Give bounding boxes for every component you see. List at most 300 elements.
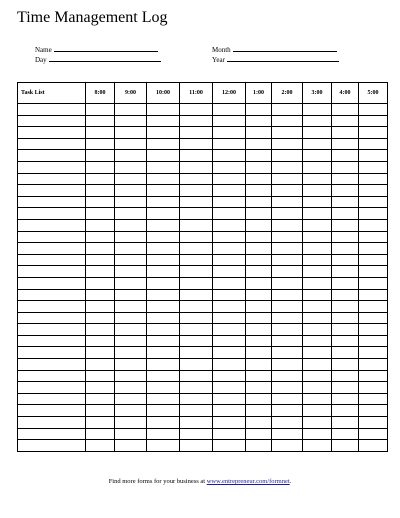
time-cell[interactable] <box>246 324 272 336</box>
time-cell[interactable] <box>213 440 246 452</box>
time-cell[interactable] <box>246 277 272 289</box>
time-cell[interactable] <box>246 115 272 127</box>
time-cell[interactable] <box>147 428 180 440</box>
time-cell[interactable] <box>86 104 115 116</box>
task-cell[interactable] <box>18 417 86 429</box>
time-cell[interactable] <box>359 243 388 255</box>
time-cell[interactable] <box>180 359 213 371</box>
time-cell[interactable] <box>86 185 115 197</box>
time-cell[interactable] <box>303 138 332 150</box>
time-cell[interactable] <box>332 301 359 313</box>
time-cell[interactable] <box>359 277 388 289</box>
time-cell[interactable] <box>86 312 115 324</box>
time-cell[interactable] <box>359 185 388 197</box>
time-cell[interactable] <box>303 440 332 452</box>
time-cell[interactable] <box>332 359 359 371</box>
time-cell[interactable] <box>359 347 388 359</box>
time-cell[interactable] <box>213 196 246 208</box>
time-cell[interactable] <box>332 173 359 185</box>
task-cell[interactable] <box>18 324 86 336</box>
time-cell[interactable] <box>303 382 332 394</box>
time-cell[interactable] <box>332 161 359 173</box>
time-cell[interactable] <box>359 104 388 116</box>
time-cell[interactable] <box>115 335 147 347</box>
time-cell[interactable] <box>213 277 246 289</box>
task-cell[interactable] <box>18 393 86 405</box>
time-cell[interactable] <box>213 150 246 162</box>
time-cell[interactable] <box>115 161 147 173</box>
time-cell[interactable] <box>86 359 115 371</box>
time-cell[interactable] <box>147 440 180 452</box>
time-cell[interactable] <box>303 219 332 231</box>
time-cell[interactable] <box>303 417 332 429</box>
time-cell[interactable] <box>180 301 213 313</box>
time-cell[interactable] <box>246 417 272 429</box>
time-cell[interactable] <box>86 440 115 452</box>
time-cell[interactable] <box>332 196 359 208</box>
time-cell[interactable] <box>272 335 303 347</box>
time-cell[interactable] <box>246 370 272 382</box>
time-cell[interactable] <box>332 219 359 231</box>
time-cell[interactable] <box>115 428 147 440</box>
time-cell[interactable] <box>246 231 272 243</box>
time-cell[interactable] <box>359 150 388 162</box>
time-cell[interactable] <box>115 347 147 359</box>
time-cell[interactable] <box>246 127 272 139</box>
time-cell[interactable] <box>115 301 147 313</box>
time-cell[interactable] <box>303 301 332 313</box>
time-cell[interactable] <box>213 382 246 394</box>
time-cell[interactable] <box>86 301 115 313</box>
time-cell[interactable] <box>303 104 332 116</box>
time-cell[interactable] <box>246 335 272 347</box>
footer-link[interactable]: www.entrepreneur.com/formnet <box>206 478 290 485</box>
time-cell[interactable] <box>332 254 359 266</box>
time-cell[interactable] <box>246 393 272 405</box>
time-cell[interactable] <box>180 440 213 452</box>
time-cell[interactable] <box>86 127 115 139</box>
time-cell[interactable] <box>86 266 115 278</box>
task-cell[interactable] <box>18 266 86 278</box>
time-cell[interactable] <box>246 138 272 150</box>
task-cell[interactable] <box>18 370 86 382</box>
time-cell[interactable] <box>246 150 272 162</box>
time-cell[interactable] <box>213 161 246 173</box>
time-cell[interactable] <box>332 370 359 382</box>
time-cell[interactable] <box>86 382 115 394</box>
time-cell[interactable] <box>246 254 272 266</box>
time-cell[interactable] <box>332 243 359 255</box>
time-cell[interactable] <box>359 370 388 382</box>
task-cell[interactable] <box>18 196 86 208</box>
time-cell[interactable] <box>147 347 180 359</box>
time-cell[interactable] <box>86 161 115 173</box>
time-cell[interactable] <box>272 324 303 336</box>
time-cell[interactable] <box>246 301 272 313</box>
time-cell[interactable] <box>115 127 147 139</box>
time-cell[interactable] <box>272 382 303 394</box>
task-cell[interactable] <box>18 185 86 197</box>
time-cell[interactable] <box>332 208 359 220</box>
time-cell[interactable] <box>213 208 246 220</box>
time-cell[interactable] <box>272 289 303 301</box>
time-cell[interactable] <box>115 266 147 278</box>
time-cell[interactable] <box>272 370 303 382</box>
name-field[interactable] <box>35 45 158 54</box>
time-cell[interactable] <box>180 243 213 255</box>
time-cell[interactable] <box>180 173 213 185</box>
time-cell[interactable] <box>115 231 147 243</box>
time-cell[interactable] <box>246 440 272 452</box>
time-cell[interactable] <box>180 335 213 347</box>
time-cell[interactable] <box>303 243 332 255</box>
year-field[interactable] <box>212 55 339 64</box>
time-cell[interactable] <box>303 347 332 359</box>
task-cell[interactable] <box>18 301 86 313</box>
task-cell[interactable] <box>18 161 86 173</box>
time-cell[interactable] <box>213 417 246 429</box>
time-cell[interactable] <box>332 335 359 347</box>
time-cell[interactable] <box>147 393 180 405</box>
time-cell[interactable] <box>359 393 388 405</box>
month-field[interactable] <box>212 45 337 54</box>
name-line[interactable] <box>54 45 158 52</box>
time-cell[interactable] <box>213 115 246 127</box>
time-cell[interactable] <box>359 161 388 173</box>
time-cell[interactable] <box>86 405 115 417</box>
time-cell[interactable] <box>180 185 213 197</box>
time-cell[interactable] <box>272 417 303 429</box>
task-cell[interactable] <box>18 243 86 255</box>
time-cell[interactable] <box>303 312 332 324</box>
time-cell[interactable] <box>115 254 147 266</box>
time-cell[interactable] <box>303 208 332 220</box>
time-cell[interactable] <box>246 104 272 116</box>
time-cell[interactable] <box>246 382 272 394</box>
time-cell[interactable] <box>213 405 246 417</box>
task-cell[interactable] <box>18 254 86 266</box>
time-cell[interactable] <box>213 393 246 405</box>
time-cell[interactable] <box>213 370 246 382</box>
time-cell[interactable] <box>359 138 388 150</box>
time-cell[interactable] <box>213 104 246 116</box>
time-cell[interactable] <box>115 185 147 197</box>
time-cell[interactable] <box>332 289 359 301</box>
time-cell[interactable] <box>213 254 246 266</box>
time-cell[interactable] <box>180 382 213 394</box>
time-cell[interactable] <box>246 243 272 255</box>
time-cell[interactable] <box>332 104 359 116</box>
time-cell[interactable] <box>86 370 115 382</box>
time-cell[interactable] <box>272 231 303 243</box>
time-cell[interactable] <box>272 243 303 255</box>
time-cell[interactable] <box>147 405 180 417</box>
time-cell[interactable] <box>272 440 303 452</box>
time-cell[interactable] <box>272 185 303 197</box>
time-cell[interactable] <box>213 219 246 231</box>
time-cell[interactable] <box>213 301 246 313</box>
time-cell[interactable] <box>332 428 359 440</box>
time-cell[interactable] <box>86 335 115 347</box>
time-cell[interactable] <box>147 370 180 382</box>
time-cell[interactable] <box>180 370 213 382</box>
time-cell[interactable] <box>246 428 272 440</box>
time-cell[interactable] <box>246 161 272 173</box>
time-cell[interactable] <box>86 254 115 266</box>
time-cell[interactable] <box>303 277 332 289</box>
time-cell[interactable] <box>272 115 303 127</box>
time-cell[interactable] <box>303 127 332 139</box>
task-cell[interactable] <box>18 231 86 243</box>
time-cell[interactable] <box>359 231 388 243</box>
time-cell[interactable] <box>115 417 147 429</box>
time-cell[interactable] <box>272 347 303 359</box>
time-cell[interactable] <box>115 150 147 162</box>
time-cell[interactable] <box>332 347 359 359</box>
time-cell[interactable] <box>180 393 213 405</box>
time-cell[interactable] <box>115 115 147 127</box>
time-cell[interactable] <box>180 104 213 116</box>
time-cell[interactable] <box>272 301 303 313</box>
time-cell[interactable] <box>213 138 246 150</box>
time-cell[interactable] <box>147 104 180 116</box>
time-cell[interactable] <box>180 289 213 301</box>
time-cell[interactable] <box>180 208 213 220</box>
time-cell[interactable] <box>272 196 303 208</box>
day-field[interactable] <box>35 55 161 64</box>
time-cell[interactable] <box>246 405 272 417</box>
time-cell[interactable] <box>86 428 115 440</box>
time-cell[interactable] <box>359 440 388 452</box>
time-cell[interactable] <box>359 208 388 220</box>
time-cell[interactable] <box>303 393 332 405</box>
time-cell[interactable] <box>332 185 359 197</box>
time-cell[interactable] <box>272 138 303 150</box>
time-cell[interactable] <box>332 150 359 162</box>
time-cell[interactable] <box>213 359 246 371</box>
time-cell[interactable] <box>213 428 246 440</box>
time-cell[interactable] <box>303 173 332 185</box>
time-cell[interactable] <box>86 173 115 185</box>
time-cell[interactable] <box>147 359 180 371</box>
time-cell[interactable] <box>272 254 303 266</box>
time-cell[interactable] <box>147 208 180 220</box>
time-cell[interactable] <box>272 219 303 231</box>
time-cell[interactable] <box>180 254 213 266</box>
time-cell[interactable] <box>147 312 180 324</box>
time-cell[interactable] <box>86 243 115 255</box>
time-cell[interactable] <box>272 393 303 405</box>
time-cell[interactable] <box>213 231 246 243</box>
time-cell[interactable] <box>246 208 272 220</box>
time-cell[interactable] <box>246 312 272 324</box>
time-cell[interactable] <box>272 266 303 278</box>
task-cell[interactable] <box>18 382 86 394</box>
time-cell[interactable] <box>272 161 303 173</box>
time-cell[interactable] <box>180 324 213 336</box>
time-cell[interactable] <box>303 196 332 208</box>
time-cell[interactable] <box>180 312 213 324</box>
time-cell[interactable] <box>359 266 388 278</box>
time-cell[interactable] <box>332 417 359 429</box>
time-cell[interactable] <box>115 173 147 185</box>
time-cell[interactable] <box>303 161 332 173</box>
time-cell[interactable] <box>359 289 388 301</box>
time-cell[interactable] <box>180 219 213 231</box>
time-cell[interactable] <box>213 324 246 336</box>
time-cell[interactable] <box>147 266 180 278</box>
task-cell[interactable] <box>18 173 86 185</box>
time-cell[interactable] <box>303 231 332 243</box>
time-cell[interactable] <box>359 196 388 208</box>
time-cell[interactable] <box>86 115 115 127</box>
time-cell[interactable] <box>86 347 115 359</box>
time-cell[interactable] <box>303 185 332 197</box>
task-cell[interactable] <box>18 347 86 359</box>
time-cell[interactable] <box>213 312 246 324</box>
time-cell[interactable] <box>180 417 213 429</box>
time-cell[interactable] <box>86 393 115 405</box>
time-cell[interactable] <box>272 127 303 139</box>
time-cell[interactable] <box>115 405 147 417</box>
time-cell[interactable] <box>359 173 388 185</box>
time-cell[interactable] <box>303 428 332 440</box>
time-cell[interactable] <box>147 196 180 208</box>
time-cell[interactable] <box>115 324 147 336</box>
task-cell[interactable] <box>18 115 86 127</box>
time-cell[interactable] <box>180 428 213 440</box>
time-cell[interactable] <box>115 208 147 220</box>
task-cell[interactable] <box>18 359 86 371</box>
time-cell[interactable] <box>246 196 272 208</box>
time-cell[interactable] <box>147 173 180 185</box>
time-cell[interactable] <box>359 382 388 394</box>
time-cell[interactable] <box>86 277 115 289</box>
time-cell[interactable] <box>272 104 303 116</box>
time-cell[interactable] <box>213 266 246 278</box>
time-cell[interactable] <box>180 127 213 139</box>
time-cell[interactable] <box>332 138 359 150</box>
time-cell[interactable] <box>332 231 359 243</box>
time-cell[interactable] <box>246 347 272 359</box>
time-cell[interactable] <box>303 359 332 371</box>
time-cell[interactable] <box>246 185 272 197</box>
time-cell[interactable] <box>272 428 303 440</box>
time-cell[interactable] <box>246 219 272 231</box>
time-cell[interactable] <box>86 417 115 429</box>
time-cell[interactable] <box>332 277 359 289</box>
time-cell[interactable] <box>115 243 147 255</box>
time-cell[interactable] <box>180 196 213 208</box>
time-cell[interactable] <box>147 243 180 255</box>
time-cell[interactable] <box>147 138 180 150</box>
time-cell[interactable] <box>272 173 303 185</box>
time-cell[interactable] <box>180 405 213 417</box>
time-cell[interactable] <box>332 266 359 278</box>
time-cell[interactable] <box>147 161 180 173</box>
time-cell[interactable] <box>359 127 388 139</box>
time-cell[interactable] <box>180 347 213 359</box>
time-cell[interactable] <box>147 382 180 394</box>
time-cell[interactable] <box>213 127 246 139</box>
time-cell[interactable] <box>86 208 115 220</box>
time-cell[interactable] <box>147 335 180 347</box>
time-cell[interactable] <box>272 208 303 220</box>
time-cell[interactable] <box>115 312 147 324</box>
time-cell[interactable] <box>359 312 388 324</box>
time-cell[interactable] <box>86 231 115 243</box>
time-cell[interactable] <box>332 393 359 405</box>
time-cell[interactable] <box>147 324 180 336</box>
time-cell[interactable] <box>147 185 180 197</box>
time-cell[interactable] <box>359 405 388 417</box>
time-cell[interactable] <box>147 127 180 139</box>
time-cell[interactable] <box>115 219 147 231</box>
task-cell[interactable] <box>18 150 86 162</box>
time-cell[interactable] <box>359 301 388 313</box>
time-cell[interactable] <box>115 138 147 150</box>
time-cell[interactable] <box>359 359 388 371</box>
time-cell[interactable] <box>86 324 115 336</box>
time-cell[interactable] <box>147 289 180 301</box>
year-line[interactable] <box>227 55 339 62</box>
task-cell[interactable] <box>18 219 86 231</box>
time-cell[interactable] <box>246 173 272 185</box>
time-cell[interactable] <box>180 115 213 127</box>
time-cell[interactable] <box>332 382 359 394</box>
time-cell[interactable] <box>115 104 147 116</box>
time-cell[interactable] <box>147 254 180 266</box>
time-cell[interactable] <box>213 173 246 185</box>
time-cell[interactable] <box>147 417 180 429</box>
time-cell[interactable] <box>303 405 332 417</box>
time-cell[interactable] <box>115 393 147 405</box>
time-cell[interactable] <box>213 335 246 347</box>
time-cell[interactable] <box>213 289 246 301</box>
time-cell[interactable] <box>272 405 303 417</box>
time-cell[interactable] <box>115 370 147 382</box>
time-cell[interactable] <box>86 219 115 231</box>
time-cell[interactable] <box>359 115 388 127</box>
time-cell[interactable] <box>332 127 359 139</box>
task-cell[interactable] <box>18 127 86 139</box>
time-cell[interactable] <box>180 266 213 278</box>
time-cell[interactable] <box>303 266 332 278</box>
time-cell[interactable] <box>359 219 388 231</box>
time-cell[interactable] <box>359 324 388 336</box>
time-cell[interactable] <box>115 440 147 452</box>
time-cell[interactable] <box>246 359 272 371</box>
time-cell[interactable] <box>332 440 359 452</box>
time-cell[interactable] <box>272 359 303 371</box>
time-cell[interactable] <box>180 138 213 150</box>
time-cell[interactable] <box>359 254 388 266</box>
task-cell[interactable] <box>18 208 86 220</box>
task-cell[interactable] <box>18 138 86 150</box>
time-cell[interactable] <box>86 150 115 162</box>
time-cell[interactable] <box>332 324 359 336</box>
task-cell[interactable] <box>18 104 86 116</box>
task-cell[interactable] <box>18 335 86 347</box>
time-cell[interactable] <box>180 231 213 243</box>
time-cell[interactable] <box>303 150 332 162</box>
time-cell[interactable] <box>303 370 332 382</box>
time-cell[interactable] <box>272 150 303 162</box>
time-cell[interactable] <box>303 335 332 347</box>
time-cell[interactable] <box>246 289 272 301</box>
time-cell[interactable] <box>303 289 332 301</box>
task-cell[interactable] <box>18 277 86 289</box>
